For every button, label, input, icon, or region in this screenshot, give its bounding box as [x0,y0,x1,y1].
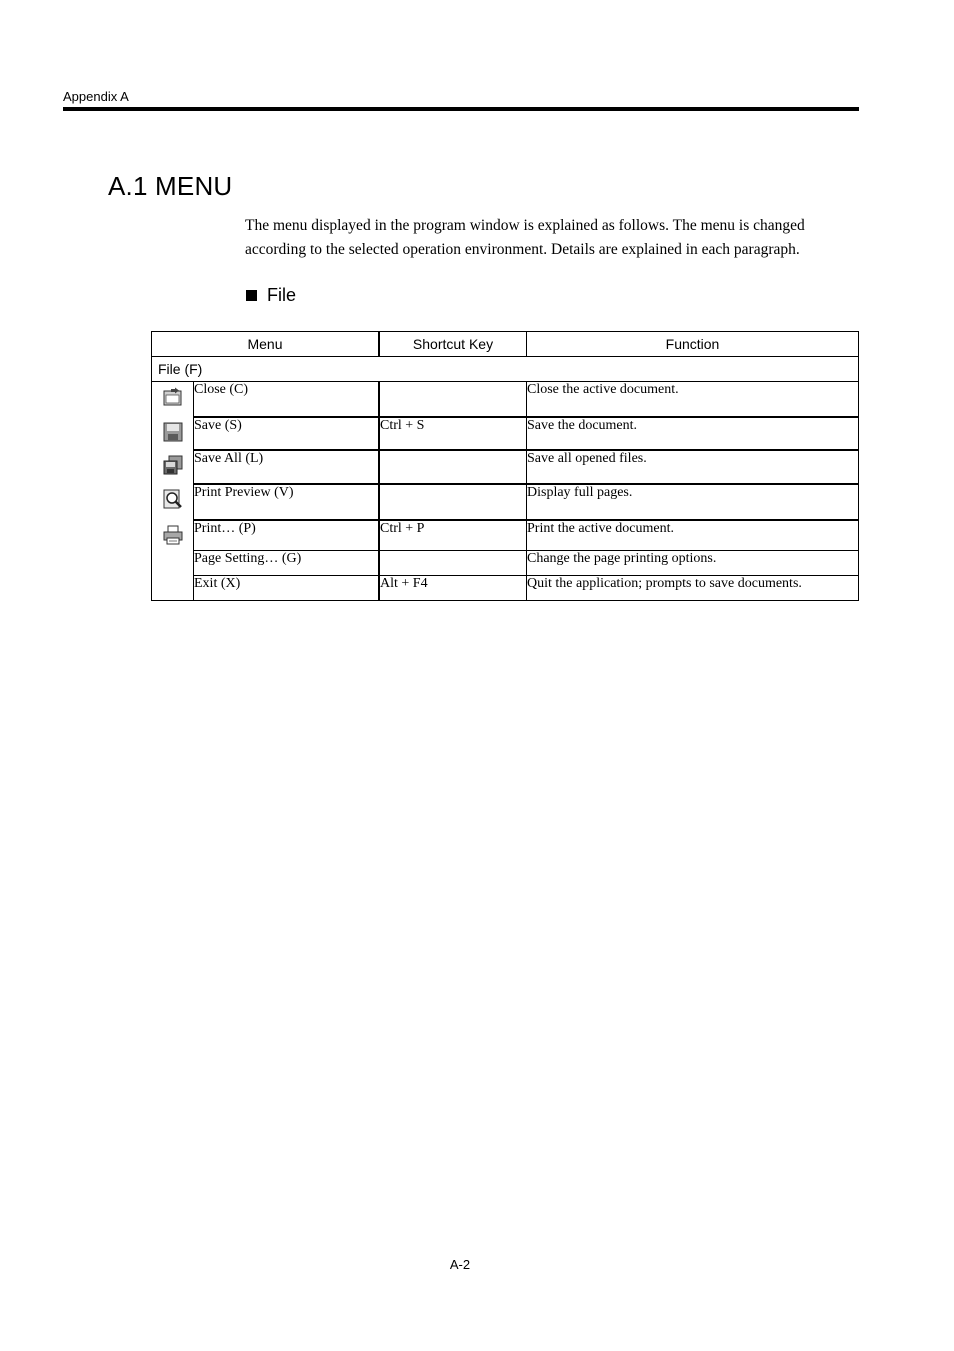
subheading-label: File [267,285,297,305]
shortcut-value: Alt + F4 [379,576,527,601]
file-menu-table [151,331,859,601]
function-description: Close the active document. [527,382,859,417]
icon-cell [152,382,194,417]
table-row [152,417,859,450]
function-description: Change the page printing options. [527,551,859,576]
subheading-file [246,285,296,306]
print-preview-icon [163,489,183,509]
icon-cell [152,417,194,450]
menu-item-label: Print… (P) [194,520,380,551]
table-row [152,450,859,484]
menu-item-label: Exit (X) [194,576,380,601]
menu-item-label: Page Setting… (G) [194,551,380,576]
save-disk-icon [163,422,183,442]
function-description: Display full pages. [527,484,859,520]
shortcut-value [379,484,527,520]
shortcut-value [379,450,527,484]
running-header: Appendix A [63,89,129,104]
function-description: Quit the application; prompts to save documents. [527,576,859,601]
table-row [152,484,859,520]
column-header-menu: Menu [152,332,380,357]
table-row [152,576,859,601]
shortcut-value [379,551,527,576]
icon-cell [152,576,194,601]
group-row-file [152,357,859,382]
printer-icon [163,525,183,545]
menu-item-label: Save (S) [194,417,380,450]
function-description: Save the document. [527,417,859,450]
shortcut-value [379,382,527,417]
shortcut-value: Ctrl + P [379,520,527,551]
table-row [152,382,859,417]
function-description: Save all opened files. [527,450,859,484]
menu-item-label: Print Preview (V) [194,484,380,520]
menu-item-label: Close (C) [194,382,380,417]
intro-paragraph: The menu displayed in the program window is explained as follows. The menu is changed according to the selected operation environment. Details are explained in each paragraph. [245,217,805,258]
group-label: File (F) [152,357,859,382]
icon-cell [152,520,194,551]
table-header-row [152,332,859,357]
icon-cell [152,551,194,576]
close-document-icon [163,387,183,407]
section-title: A.1 MENU [108,171,233,201]
column-header-shortcut: Shortcut Key [379,332,527,357]
table-row [152,520,859,551]
function-description: Print the active document. [527,520,859,551]
icon-cell [152,450,194,484]
bullet-square-icon [246,290,257,301]
shortcut-value: Ctrl + S [379,417,527,450]
table-row [152,551,859,576]
icon-cell [152,484,194,520]
header-rule [63,107,859,111]
menu-item-label: Save All (L) [194,450,380,484]
column-header-function: Function [527,332,859,357]
save-all-icon [163,455,183,475]
page-number: A-2 [449,1257,471,1272]
